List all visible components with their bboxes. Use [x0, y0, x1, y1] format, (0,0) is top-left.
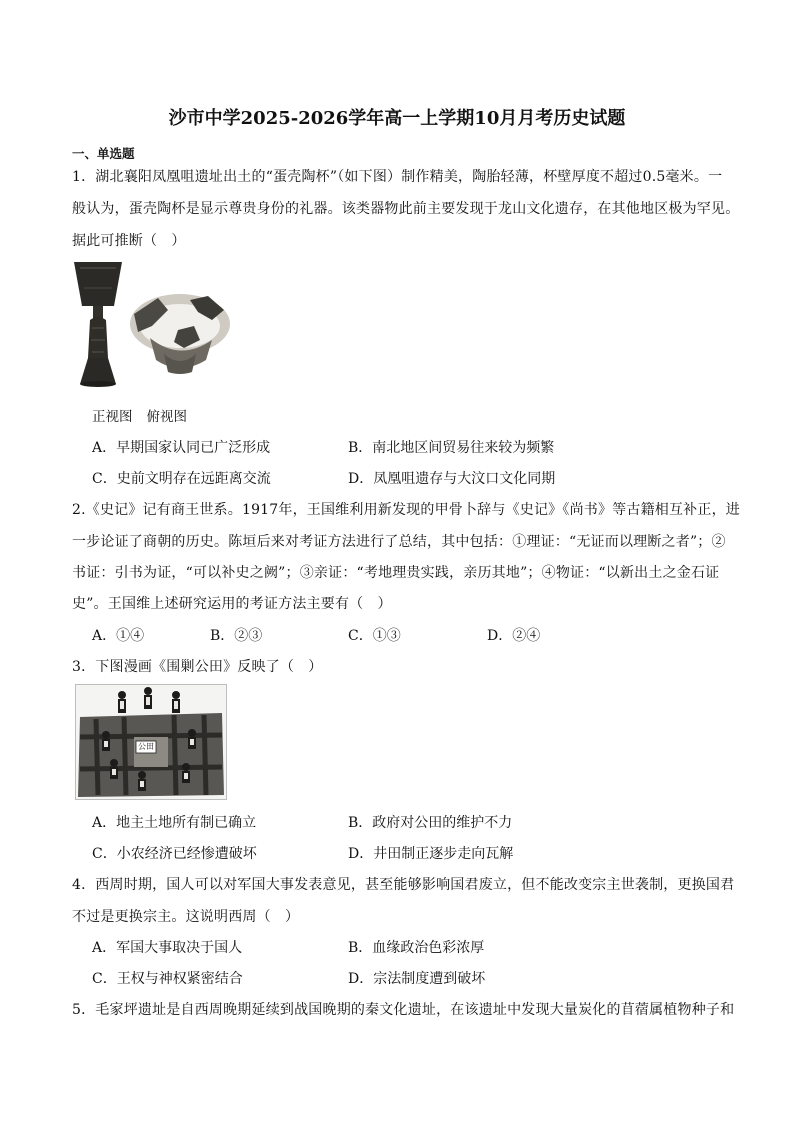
- q4-option-b: B．血缘政治色彩浓厚: [348, 940, 485, 956]
- q3-option-d: D．井田制正逐步走向瓦解: [348, 846, 514, 862]
- q4-option-d: D．宗法制度遭到破坏: [348, 971, 486, 987]
- q1-option-d: D．凤凰咀遗存与大汶口文化同期: [348, 471, 556, 487]
- q3-option-a: A．地主土地所有制已确立: [92, 815, 257, 831]
- front-view-caption: 正视图: [92, 409, 133, 425]
- question-2-line-3: 书证：引书为证，“可以补史之阙”；③亲证：“考地理贵实践，亲历其地”；④物证：“以新出土之金石证: [72, 565, 720, 581]
- q1-option-b: B．南北地区间贸易往来较为频繁: [348, 440, 555, 456]
- question-3-line-1: 3．下图漫画《围剿公田》反映了（ ）: [72, 659, 323, 675]
- question-1-line-1: 1．湖北襄阳凤凰咀遗址出土的“蛋壳陶杯”（如下图）制作精美，陶胎轻薄，杯壁厚度不超过0.5毫米。一: [72, 169, 723, 185]
- cartoon-field-label: 公田: [138, 742, 154, 751]
- question-4-line-1: 4．西周时期，国人可以对军国大事发表意见，甚至能够影响国君废立，但不能改变宗主世袭制，更换国君: [72, 877, 735, 893]
- question-2-line-4: 史”。王国维上述研究运用的考证方法主要有（ ）: [72, 596, 392, 612]
- q2-option-b: B．②③: [210, 628, 263, 644]
- q4-option-a: A．军国大事取决于国人: [92, 940, 243, 956]
- eggshell-cup-front-image: [72, 258, 124, 390]
- q2-option-d: D．②④: [487, 628, 541, 644]
- question-1-line-2: 般认为，蛋壳陶杯是显示尊贵身份的礼器。该类器物此前主要发现于龙山文化遗存，在其他地区极为罕见。: [72, 201, 740, 217]
- q1-option-c: C．史前文明存在远距离交流: [92, 471, 271, 487]
- q3-option-c: C．小农经济已经惨遭破坏: [92, 846, 257, 862]
- question-2-line-1: 2.《史记》记有商王世系。1917年，王国维利用新发现的甲骨卜辞与《史记》《尚书》等古籍相互补正，进: [72, 502, 740, 518]
- q1-option-a: A．早期国家认同已广泛形成: [92, 440, 271, 456]
- q4-option-c: C．王权与神权紧密结合: [92, 971, 243, 987]
- cartoon-image: [75, 684, 227, 800]
- question-1-line-3: 据此可推断（ ）: [72, 233, 186, 249]
- question-4-line-2: 不过是更换宗主。这说明西周（ ）: [72, 909, 300, 925]
- q2-option-c: C．①③: [348, 628, 401, 644]
- question-5-line-1: 5．毛家坪遗址是自西周晚期延续到战国晚期的秦文化遗址，在该遗址中发现大量炭化的苜蓿属植物种子和: [72, 1002, 735, 1018]
- section-heading: 一、单选题: [72, 146, 135, 161]
- question-2-line-2: 一步论证了商朝的历史。陈垣后来对考证方法进行了总结，其中包括：①理证：“无证而以理断之者”；②: [72, 534, 726, 550]
- page-title: 沙市中学2025-2026学年高一上学期10月月考历史试题: [168, 108, 626, 129]
- q3-option-b: B．政府对公田的维护不力: [348, 815, 513, 831]
- top-view-caption: 俯视图: [146, 409, 187, 425]
- q2-option-a: A．①④: [92, 628, 145, 644]
- eggshell-cup-top-image: [128, 290, 232, 376]
- image-caption: [92, 405, 201, 425]
